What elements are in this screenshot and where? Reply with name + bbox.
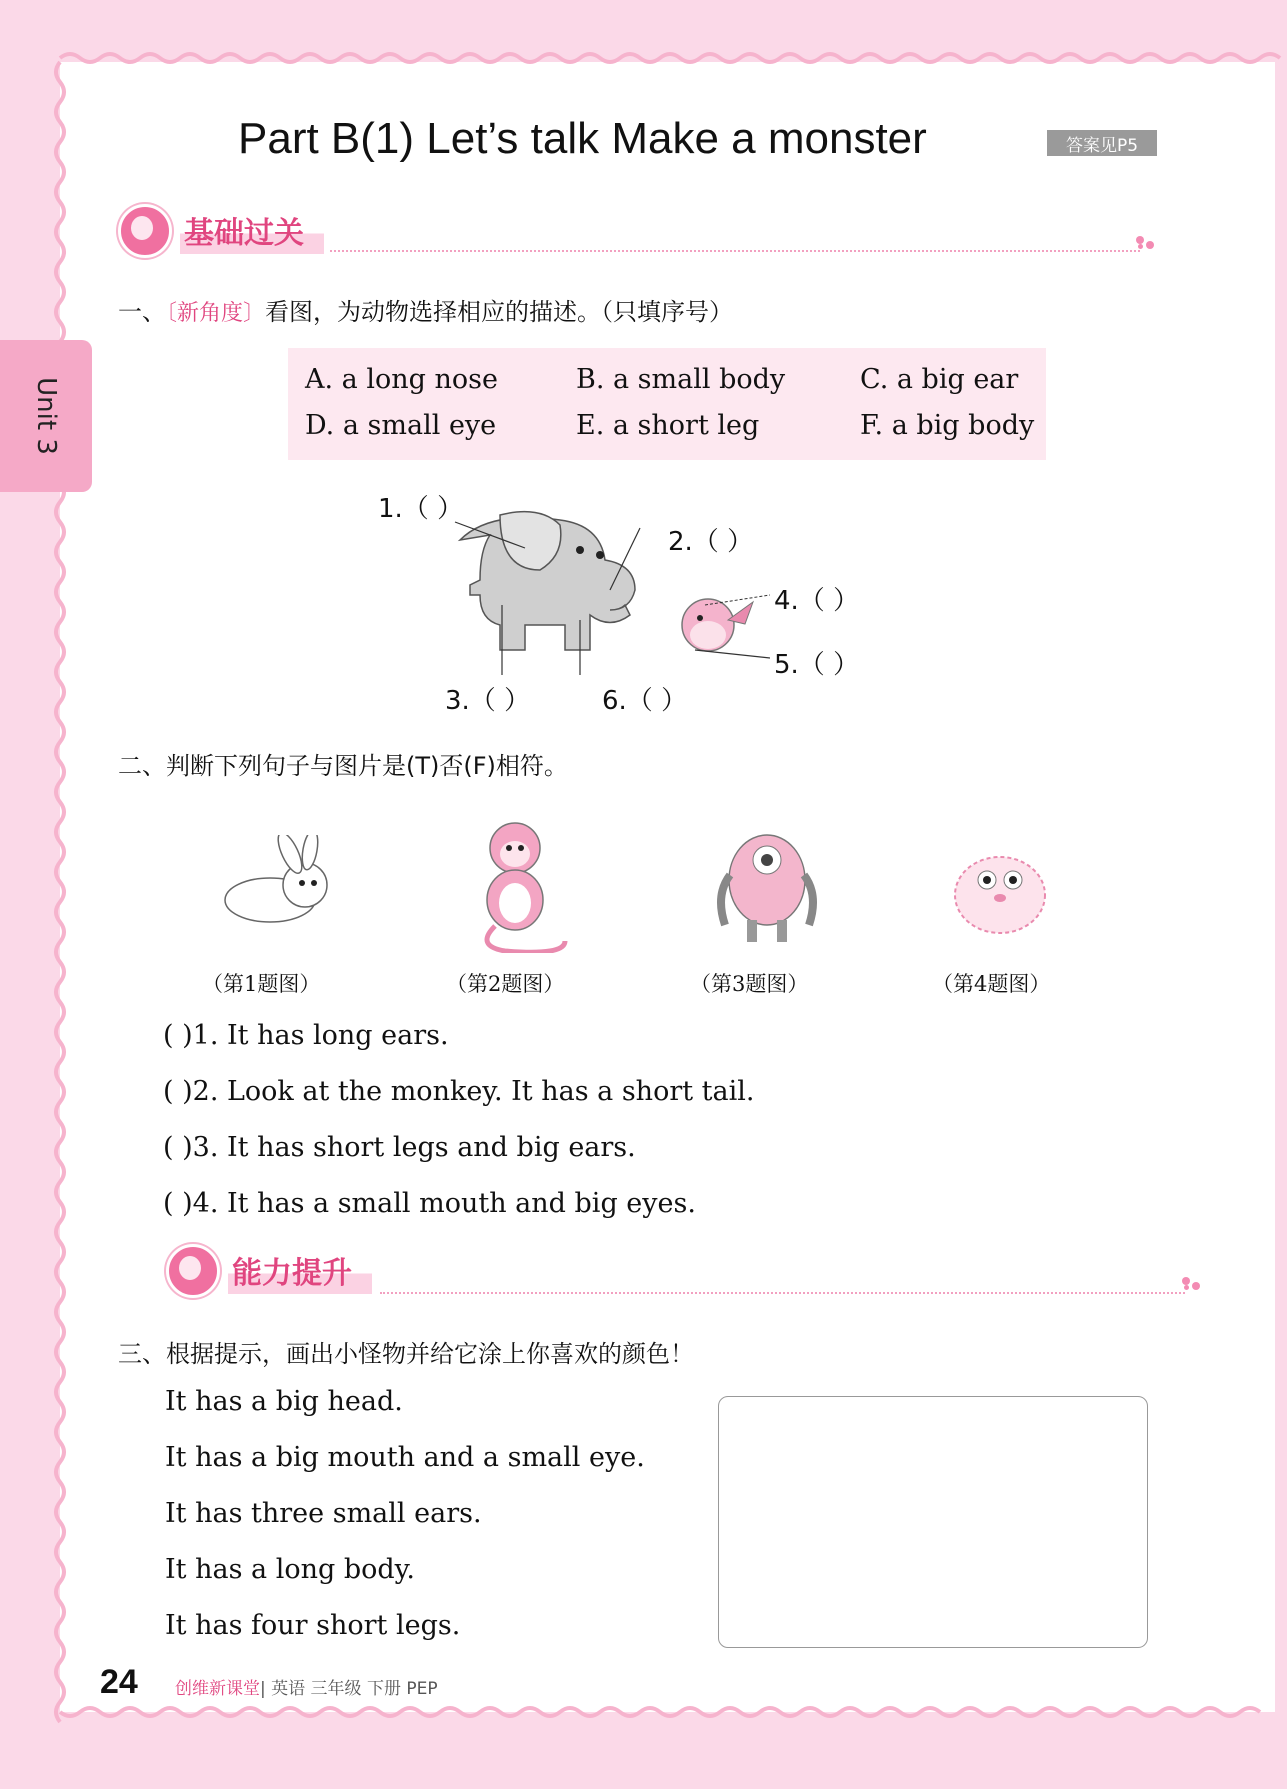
dots-ornament xyxy=(1182,1277,1204,1291)
elephant-icon xyxy=(460,512,635,650)
question-2-instruction: 二、判断下列句子与图片是(T)否(F)相符。 xyxy=(118,752,568,780)
hint-5: It has four short legs. xyxy=(165,1610,461,1641)
option-d: D. a small eye xyxy=(305,410,497,441)
blank-2[interactable]: 2.（ ） xyxy=(668,527,754,557)
blank-1[interactable]: 1.（ ） xyxy=(378,494,464,524)
option-f: F. a big body xyxy=(860,410,1035,441)
divider xyxy=(380,1292,1185,1294)
tf-item-1[interactable]: ( )1. It has long ears. xyxy=(163,1020,449,1051)
hint-1: It has a big head. xyxy=(165,1386,403,1417)
rabbit-icon xyxy=(210,835,340,935)
bird-icon xyxy=(682,599,753,651)
monster-icon xyxy=(712,825,822,945)
caption-3: （第3题图） xyxy=(690,972,809,996)
blank-4[interactable]: 4.（ ） xyxy=(774,586,860,616)
dots-ornament xyxy=(1136,236,1158,250)
option-b: B. a small body xyxy=(576,364,786,395)
caption-1: （第1题图） xyxy=(202,972,321,996)
page-number: 24 xyxy=(100,1663,138,1701)
option-c: C. a big ear xyxy=(860,364,1019,395)
option-a: A. a long nose xyxy=(305,364,498,395)
caption-4: （第4题图） xyxy=(932,972,1051,996)
blank-3[interactable]: 3.（ ） xyxy=(445,686,531,716)
blank-6[interactable]: 6.（ ） xyxy=(602,686,688,716)
question-3-instruction: 三、根据提示，画出小怪物并给它涂上你喜欢的颜色！ xyxy=(118,1340,694,1368)
answer-reference-tag: 答案见P5 xyxy=(1047,130,1157,156)
pufferfish-icon xyxy=(945,840,1055,940)
tf-item-2[interactable]: ( )2. Look at the monkey. It has a short tail. xyxy=(163,1076,755,1107)
tf-item-4[interactable]: ( )4. It has a small mouth and big eyes. xyxy=(163,1188,696,1219)
hint-2: It has a big mouth and a small eye. xyxy=(165,1442,645,1473)
section-heading-basic: 基础过关 xyxy=(118,204,324,258)
footer-info: 创维新课堂| 英语 三年级 下册 PEP xyxy=(175,1679,438,1699)
hint-3: It has three small ears. xyxy=(165,1498,482,1529)
divider xyxy=(330,250,1140,252)
caption-2: （第2题图） xyxy=(446,972,565,996)
question-1-instruction: 一、〔新角度〕看图，为动物选择相应的描述。（只填序号） xyxy=(118,298,734,326)
section-heading-improve: 能力提升 xyxy=(166,1244,372,1298)
blank-5[interactable]: 5.（ ） xyxy=(774,650,860,680)
option-e: E. a short leg xyxy=(576,410,760,441)
monkey-badge-icon xyxy=(118,204,172,258)
hint-4: It has a long body. xyxy=(165,1554,415,1585)
drawing-area[interactable] xyxy=(718,1396,1148,1648)
unit-tab: Unit 3 xyxy=(0,340,92,492)
page-title: Part B(1) Let’s talk Make a monster xyxy=(238,114,927,163)
tf-item-3[interactable]: ( )3. It has short legs and big ears. xyxy=(163,1132,636,1163)
monkey-icon xyxy=(465,818,575,953)
monkey-badge-icon xyxy=(166,1244,220,1298)
